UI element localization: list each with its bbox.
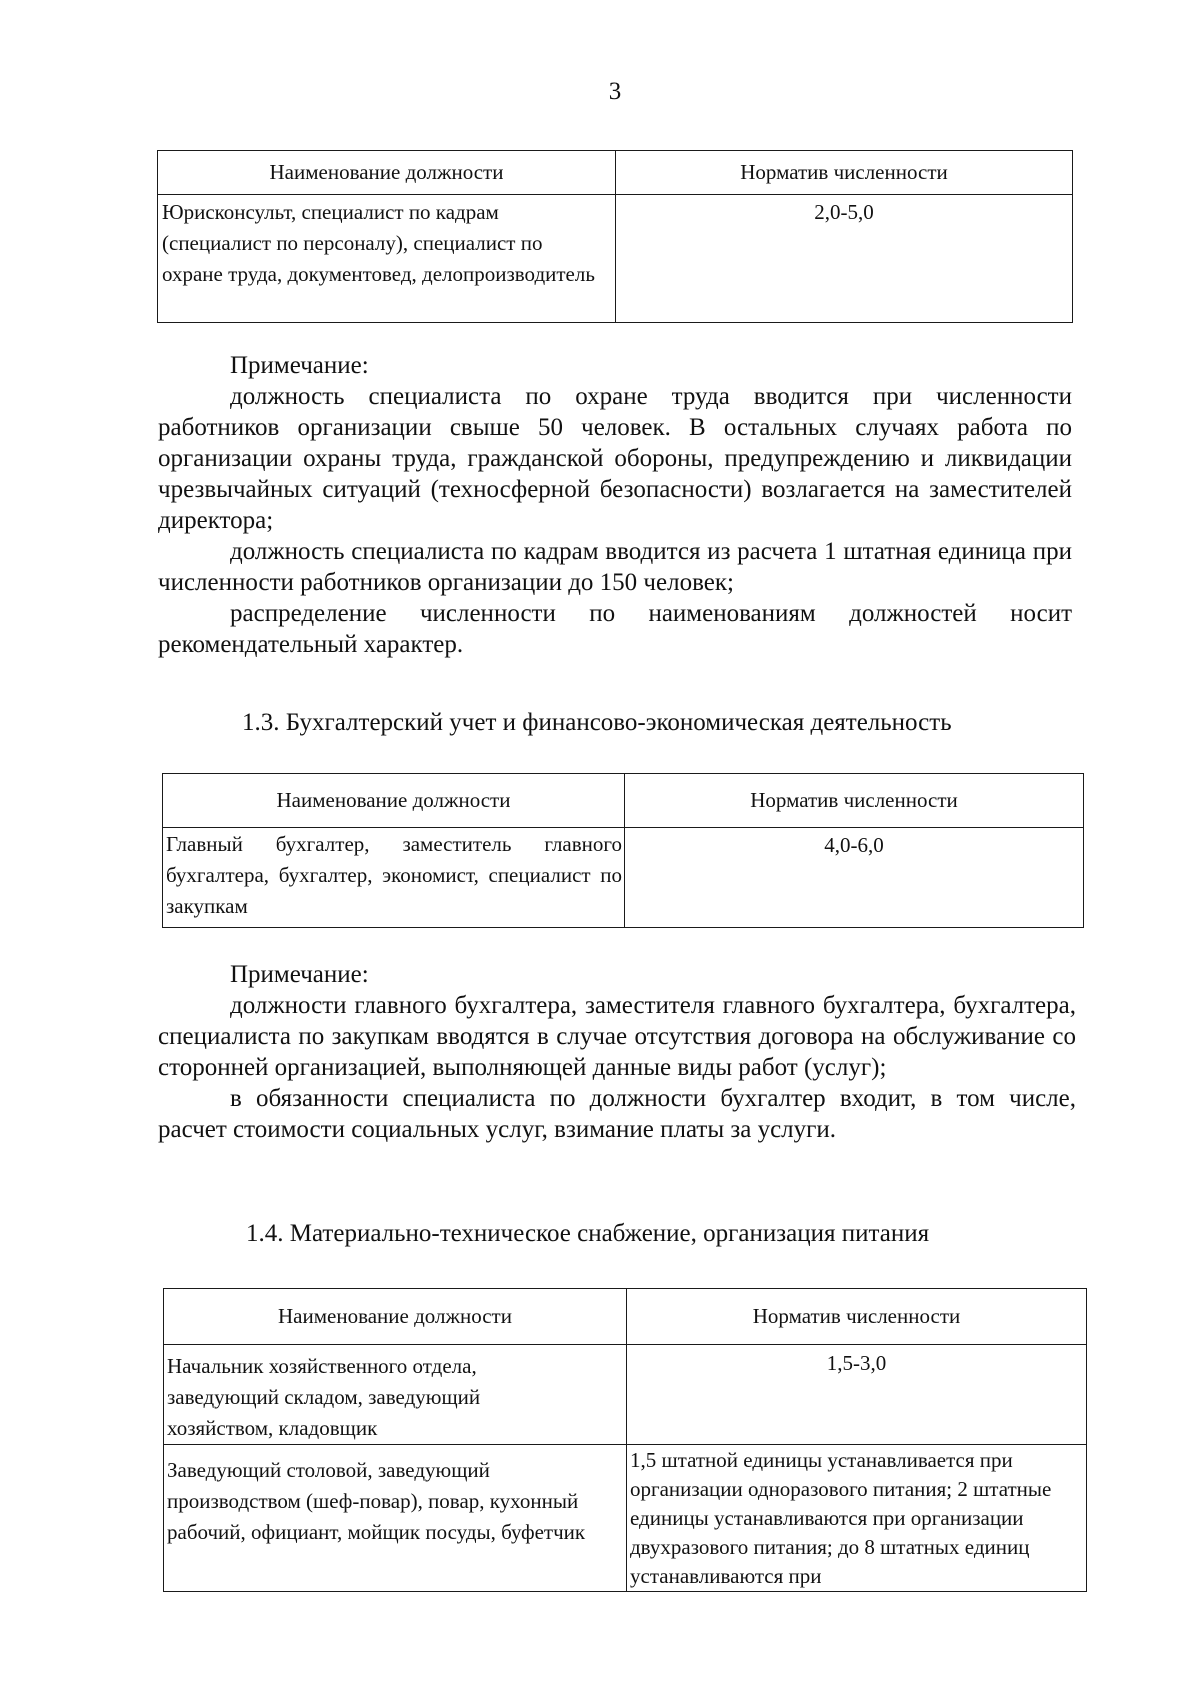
column-header-norm: Норматив численности	[627, 1289, 1087, 1345]
note-paragraph: должность специалиста по кадрам вводится из расчета 1 штатная единица при численности работников организации до 150 человек;	[158, 538, 1072, 596]
table-row	[164, 1345, 1087, 1445]
norm-cell: 1,5 штатной единицы устанавливается при организации одноразового питания; 2 штатные единицы устанавливаются при организации двухразового питания; до 8 штатных единиц устанавливаются при	[627, 1445, 1087, 1592]
note-paragraph: должности главного бухгалтера, заместителя главного бухгалтера, бухгалтера, специалиста по закупкам вводятся в случае отсутствия договора на обслуживание со сторонней организацией, выполняющей данные виды работ (услуг);	[158, 992, 1076, 1081]
note-paragraph: в обязанности специалиста по должности бухгалтер входит, в том числе, расчет стоимости социальных услуг, взимание платы за услуги.	[158, 1085, 1076, 1143]
table-header-row	[164, 1289, 1087, 1345]
note-accounting	[158, 959, 1076, 1145]
column-header-norm: Норматив численности	[625, 774, 1084, 828]
table-header-row	[158, 151, 1073, 195]
note-label: Примечание:	[230, 961, 369, 988]
norm-cell: 2,0-5,0	[616, 195, 1073, 323]
table-row	[163, 828, 1084, 928]
note-paragraph: распределение численности по наименованиям должностей носит рекомендательный характер.	[158, 600, 1072, 658]
norm-cell: 1,5-3,0	[627, 1345, 1087, 1445]
position-cell: Начальник хозяйственного отдела, заведующий складом, заведующий хозяйством, кладовщик	[164, 1345, 627, 1445]
staff-table-hr	[157, 150, 1073, 323]
position-text: Главный бухгалтер, заместитель главного бухгалтера, бухгалтер, экономист, специалист по закупкам	[166, 832, 622, 918]
column-header-position: Наименование должности	[164, 1289, 627, 1345]
note-paragraph: должность специалиста по охране труда вводится при численности работников организации свыше 50 человек. В остальных случаях работа по организации охраны труда, гражданской обороны, предупреждению и ликвидации чрезвычайных ситуаций (техносферной безопасности) возлагается на заместителей директора;	[158, 383, 1072, 534]
staff-table-accounting	[162, 773, 1084, 928]
position-cell: Заведующий столовой, заведующий производством (шеф-повар), повар, кухонный рабочий, официант, мойщик посуды, буфетчик	[164, 1445, 627, 1592]
column-header-position: Наименование должности	[158, 151, 616, 195]
table-row	[164, 1445, 1087, 1592]
table-row	[158, 195, 1073, 323]
note-hr	[158, 350, 1072, 660]
table-header-row	[163, 774, 1084, 828]
section-heading-1-3: 1.3. Бухгалтерский учет и финансово-экономическая деятельность	[242, 709, 952, 736]
staff-table-supply	[163, 1288, 1087, 1592]
page-number: 3	[608, 78, 622, 105]
column-header-norm: Норматив численности	[616, 151, 1073, 195]
column-header-position: Наименование должности	[163, 774, 625, 828]
position-cell: Юрисконсульт, специалист по кадрам (специалист по персоналу), специалист по охране труда, документовед, делопроизводитель	[158, 195, 616, 323]
note-label: Примечание:	[230, 352, 369, 379]
section-heading-1-4: 1.4. Материально-техническое снабжение, организация питания	[246, 1220, 930, 1247]
norm-cell: 4,0-6,0	[625, 828, 1084, 928]
position-cell	[163, 828, 625, 928]
